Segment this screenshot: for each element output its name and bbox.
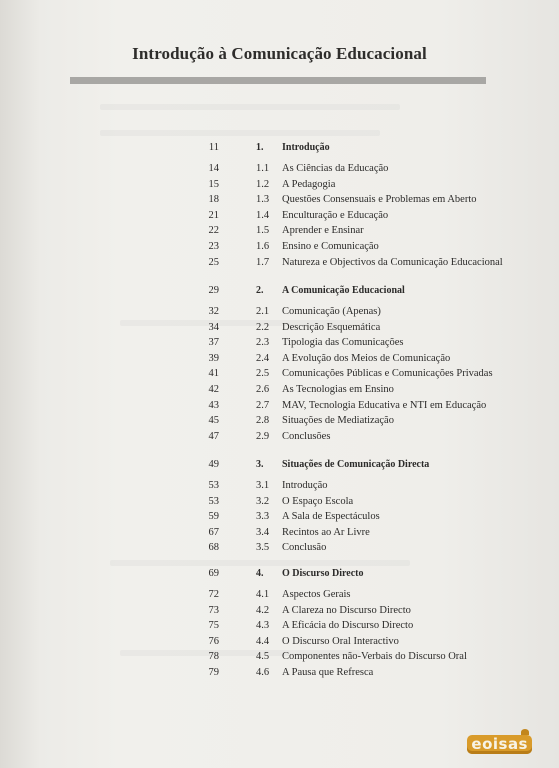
section-number: 1.5 (256, 225, 270, 237)
toc-entry (0, 177, 559, 192)
page-number: 14 (208, 163, 219, 174)
page-number: 22 (208, 225, 219, 237)
toc-entry (0, 320, 559, 335)
page-number: 79 (208, 667, 219, 678)
toc-entry (0, 255, 559, 270)
page-number: 37 (208, 337, 219, 349)
page-number: 75 (208, 620, 219, 632)
bleed-through (100, 130, 380, 136)
section-title: A Pausa que Refresca (282, 667, 374, 678)
toc-entry (0, 603, 559, 618)
toc-entry (0, 398, 559, 413)
section-number: 4. (256, 568, 264, 579)
section-title: Conclusão (282, 542, 327, 554)
page-number: 32 (208, 306, 219, 317)
page-number: 68 (208, 542, 219, 554)
section-title: Natureza e Objectivos da Comunicação Educacional (282, 256, 503, 268)
toc-entry (0, 478, 559, 493)
toc-entry (0, 540, 559, 555)
section-title: Conclusões (282, 430, 331, 442)
section-number: 1.1 (256, 163, 270, 174)
page-number: 29 (208, 285, 219, 296)
section-number: 2.6 (256, 384, 270, 395)
section-title: As Ciências da Educação (282, 163, 389, 174)
page-number: 73 (208, 604, 219, 616)
section-number: 4.2 (256, 604, 270, 616)
section-number: 2.8 (256, 415, 270, 427)
toc-entry (0, 192, 559, 207)
toc-entry (0, 382, 559, 397)
page-number: 49 (208, 459, 219, 470)
toc-entry (0, 634, 559, 649)
page-number: 23 (208, 241, 219, 252)
section-number: 2.2 (256, 321, 270, 333)
section-title: Situações de Comunicação Directa (282, 459, 430, 470)
section-number: 2.9 (256, 430, 270, 442)
page-number: 43 (208, 399, 219, 411)
toc-entry (0, 161, 559, 176)
page-number: 53 (208, 495, 219, 507)
toc-entry (0, 587, 559, 602)
toc-entry (0, 509, 559, 524)
section-title: Introdução (282, 142, 330, 153)
page-title: Introdução à Comunicação Educacional (132, 44, 427, 63)
section-number: 3.4 (256, 526, 270, 538)
section-title: A Eficácia do Discurso Directo (282, 620, 414, 632)
page-number: 69 (208, 568, 219, 579)
section-number: 1.2 (256, 178, 270, 190)
section-title: Ensino e Comunicação (282, 241, 379, 252)
section-title: Descrição Esquemática (282, 321, 381, 333)
section-title: A Comunicação Educacional (282, 285, 405, 296)
section-title: Aprender e Ensinar (282, 225, 364, 237)
section-title: O Espaço Escola (282, 495, 354, 507)
section-title: Tipologia das Comunicações (282, 337, 404, 349)
bleed-through (100, 104, 400, 110)
toc-entry (0, 618, 559, 633)
section-number: 3.3 (256, 511, 270, 523)
chapter-heading (0, 283, 559, 298)
page-number: 42 (208, 384, 219, 395)
section-number: 3.1 (256, 480, 270, 491)
toc-entry (0, 223, 559, 238)
section-number: 2.3 (256, 337, 270, 349)
watermark-logo: eoisas (467, 735, 532, 754)
section-title: As Tecnologias em Ensino (282, 384, 394, 395)
toc-entry (0, 665, 559, 680)
section-title: A Sala de Espectáculos (282, 511, 380, 523)
section-title: Questões Consensuais e Problemas em Aberto (282, 194, 477, 206)
toc-entry (0, 366, 559, 381)
section-number: 4.3 (256, 620, 270, 632)
toc-entry (0, 429, 559, 444)
toc-entry (0, 494, 559, 509)
section-number: 2. (256, 285, 264, 296)
page-number: 59 (208, 511, 219, 523)
page-number: 18 (208, 194, 219, 206)
page-number: 11 (208, 142, 219, 153)
section-title: Comunicação (Apenas) (282, 306, 381, 317)
page-number: 41 (208, 368, 219, 380)
title-rule (70, 77, 486, 84)
page-number: 76 (208, 635, 219, 647)
section-title: MAV, Tecnologia Educativa e NTI em Educação (282, 399, 487, 411)
toc-entry (0, 351, 559, 366)
section-title: Comunicações Públicas e Comunicações Privadas (282, 368, 493, 380)
section-title: O Discurso Oral Interactivo (282, 635, 399, 647)
page-number: 39 (208, 352, 219, 364)
toc-entry (0, 239, 559, 254)
section-number: 1.7 (256, 256, 270, 268)
page-number: 25 (208, 256, 219, 268)
section-number: 3.2 (256, 495, 270, 507)
toc-entry (0, 525, 559, 540)
section-title: Recintos ao Ar Livre (282, 526, 370, 538)
page-number: 34 (208, 321, 219, 333)
toc-entry (0, 304, 559, 319)
toc-entry (0, 335, 559, 350)
toc-entry (0, 413, 559, 428)
section-number: 1.3 (256, 194, 270, 206)
page-number: 53 (208, 480, 219, 491)
toc-entry (0, 208, 559, 223)
section-number: 1.6 (256, 241, 270, 252)
section-number: 2.5 (256, 368, 270, 380)
section-number: 4.6 (256, 667, 270, 678)
section-title: Introdução (282, 480, 328, 491)
section-title: O Discurso Directo (282, 568, 364, 579)
page-number: 67 (208, 526, 219, 538)
section-number: 4.1 (256, 589, 270, 600)
section-title: Componentes não-Verbais do Discurso Oral (282, 651, 467, 663)
chapter-heading (0, 457, 559, 472)
section-title: Situações de Mediatização (282, 415, 394, 427)
section-number: 3.5 (256, 542, 270, 554)
page-number: 21 (208, 209, 219, 221)
chapter-heading (0, 140, 559, 155)
page-number: 15 (208, 178, 219, 190)
section-number: 1. (256, 142, 264, 153)
page-number: 45 (208, 415, 219, 427)
section-number: 3. (256, 459, 264, 470)
toc-entry (0, 649, 559, 664)
page-number: 47 (208, 430, 219, 442)
page-number: 72 (208, 589, 219, 600)
section-title: A Pedagogia (282, 178, 336, 190)
section-number: 2.1 (256, 306, 270, 317)
section-number: 2.4 (256, 352, 270, 364)
chapter-heading (0, 566, 559, 581)
section-number: 2.7 (256, 399, 270, 411)
page-number: 78 (208, 651, 219, 663)
section-title: A Clareza no Discurso Directo (282, 604, 411, 616)
section-number: 4.5 (256, 651, 270, 663)
section-title: A Evolução dos Meios de Comunicação (282, 352, 451, 364)
section-number: 4.4 (256, 635, 270, 647)
section-number: 1.4 (256, 209, 270, 221)
section-title: Enculturação e Educação (282, 209, 389, 221)
section-title: Aspectos Gerais (282, 589, 351, 600)
